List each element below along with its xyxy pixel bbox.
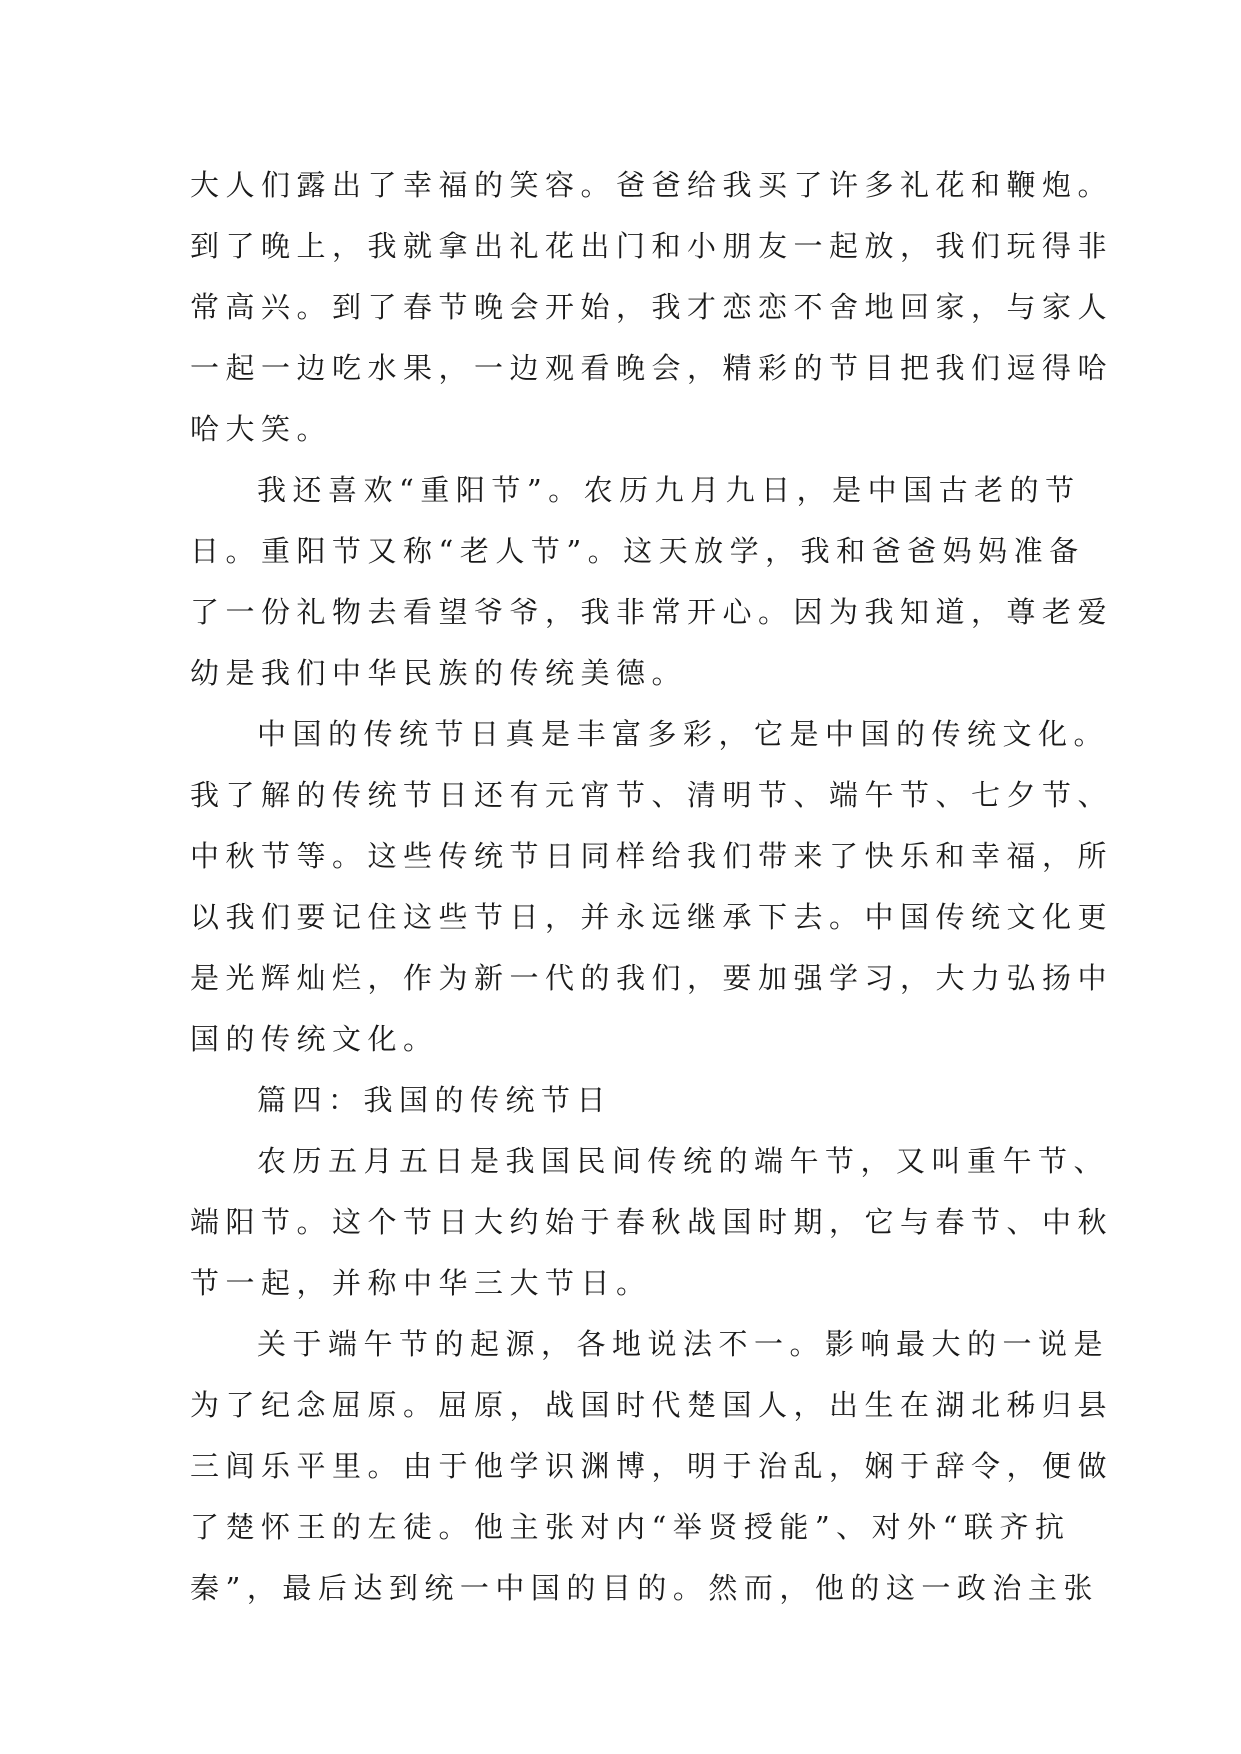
text-line: 关于端午节的起源，各地说法不一。影响最大的一说是 bbox=[257, 1327, 1110, 1361]
text-line: 我还喜欢“重阳节”。农历九月九日，是中国古老的节 bbox=[257, 473, 1081, 507]
text-line: 为了纪念屈原。屈原，战国时代楚国人，出生在湖北秭归县 bbox=[190, 1388, 1114, 1422]
text-line: 幼是我们中华民族的传统美德。 bbox=[190, 656, 688, 690]
text-line: 大人们露出了幸福的笑容。爸爸给我买了许多礼花和鞭炮。 bbox=[190, 168, 1114, 202]
text-line: 哈大笑。 bbox=[190, 412, 333, 446]
text-line: 了一份礼物去看望爷爷，我非常开心。因为我知道，尊老爱 bbox=[190, 595, 1114, 629]
text-line: 一起一边吃水果，一边观看晚会，精彩的节目把我们逗得哈 bbox=[190, 351, 1114, 385]
text-line: 了楚怀王的左徒。他主张对内“举贤授能”、对外“联齐抗 bbox=[190, 1510, 1071, 1544]
text-line: 三闾乐平里。由于他学识渊博，明于治乱，娴于辞令，便做 bbox=[190, 1449, 1114, 1483]
text-line: 到了晚上，我就拿出礼花出门和小朋友一起放，我们玩得非 bbox=[190, 229, 1114, 263]
text-line: 国的传统文化。 bbox=[190, 1022, 439, 1056]
text-line: 中国的传统节日真是丰富多彩，它是中国的传统文化。 bbox=[257, 717, 1110, 751]
text-line: 我了解的传统节日还有元宵节、清明节、端午节、七夕节、 bbox=[190, 778, 1114, 812]
text-line: 中秋节等。这些传统节日同样给我们带来了快乐和幸福，所 bbox=[190, 839, 1114, 873]
text-line: 日。重阳节又称“老人节”。这天放学，我和爸爸妈妈准备 bbox=[190, 534, 1085, 568]
text-line: 节一起，并称中华三大节日。 bbox=[190, 1266, 652, 1300]
body-text bbox=[190, 160, 1114, 1624]
text-line: 是光辉灿烂，作为新一代的我们，要加强学习，大力弘扬中 bbox=[190, 961, 1114, 995]
text-line: 常高兴。到了春节晚会开始，我才恋恋不舍地回家，与家人 bbox=[190, 290, 1114, 324]
text-line: 农历五月五日是我国民间传统的端午节，又叫重午节、 bbox=[257, 1144, 1110, 1178]
text-line: 以我们要记住这些节日，并永远继承下去。中国传统文化更 bbox=[190, 900, 1114, 934]
text-line: 秦”，最后达到统一中国的目的。然而，他的这一政治主张 bbox=[190, 1571, 1099, 1605]
section-heading: 篇四：我国的传统节日 bbox=[257, 1083, 613, 1117]
text-line: 端阳节。这个节日大约始于春秋战国时期，它与春节、中秋 bbox=[190, 1205, 1114, 1239]
